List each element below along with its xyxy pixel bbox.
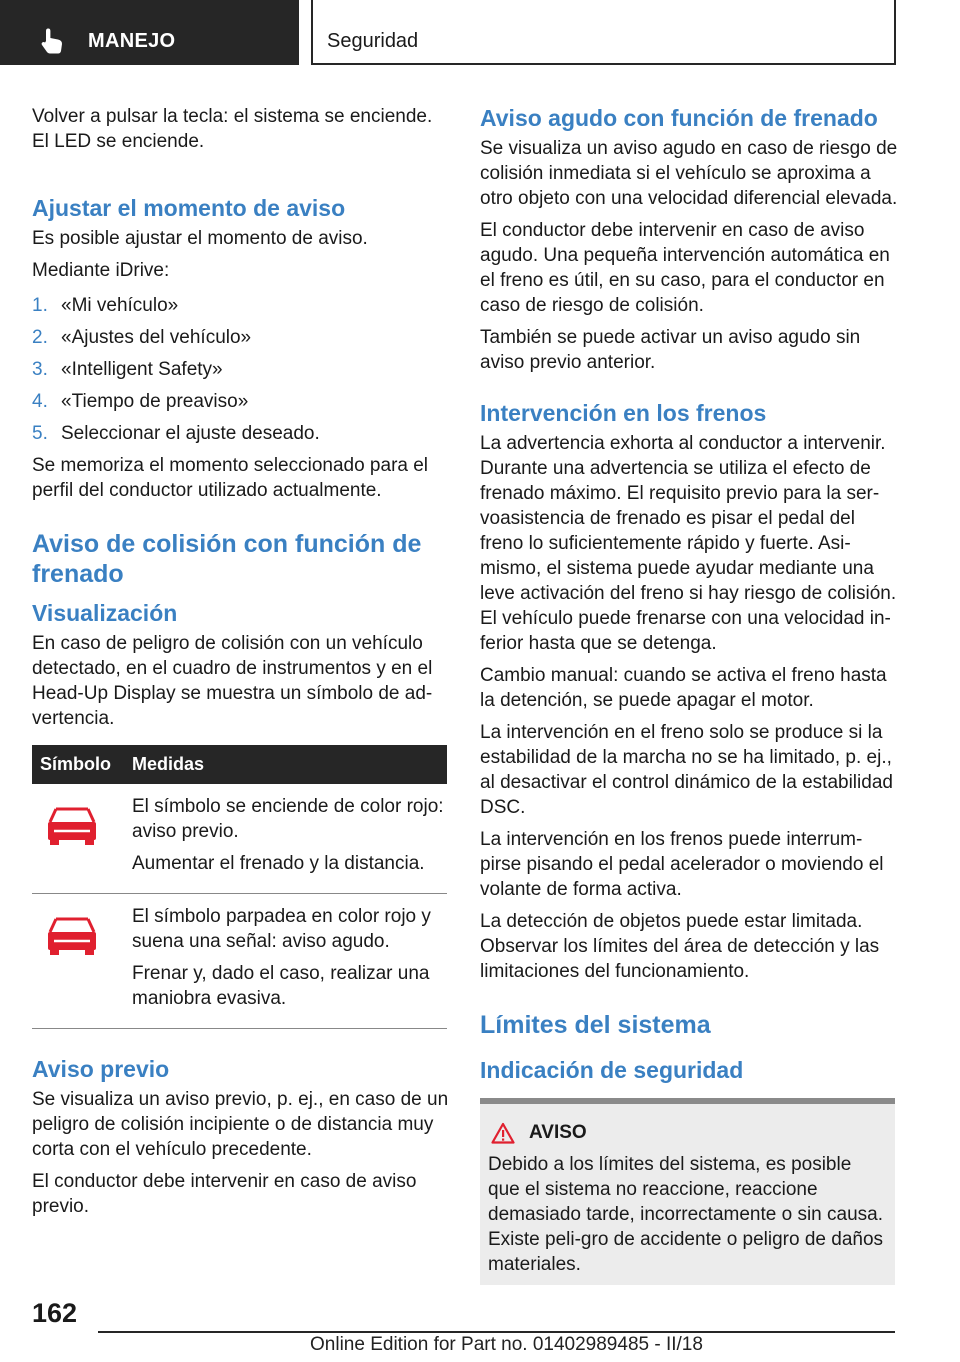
page-number: 162: [32, 1298, 78, 1328]
table-row: [32, 894, 447, 1029]
intro-line-1: Volver a pulsar la tecla: el sistema se enciende.: [32, 106, 433, 127]
symbol-table: [32, 745, 447, 1029]
paragraph-frenos-1: La advertencia exhorta al conductor a intervenir. Durante una advertencia se utiliza el efecto de frenado máximo. El requisito previo para la ser-voasistencia de frenado es pisar el pedal del freno lo suficientemente rápido y fuerte. Asi-mismo, el sistema puede ayudar mediante una leve activación del freno si hay riesgo de colisión. El vehículo puede frenarse con una velocidad in-ferior hasta que se detenga.: [480, 433, 897, 654]
list-item: [32, 293, 450, 318]
step-text: «Intelligent Safety»: [61, 359, 223, 380]
paragraph-previo-1: Se visualiza un aviso previo, p. ej., en caso de un peligro de colisión incipiente o de distancia muy corta con el vehículo precedente.: [32, 1089, 449, 1160]
paragraph-frenos-5: La detección de objetos puede estar limitada. Observar los límites del área de detección y las limitaciones del funcionamiento.: [480, 911, 880, 982]
list-item: [32, 325, 450, 350]
notice-title: AVISO: [529, 1122, 587, 1143]
heading-indicacion: Indicación de seguridad: [480, 1057, 744, 1083]
paragraph-memoriza: Se memoriza el momento seleccionado para el perfil del conductor utilizado actualmente.: [32, 455, 429, 501]
warning-notice: [480, 1098, 895, 1285]
section-tab: [311, 0, 896, 65]
hand-icon: [40, 27, 66, 55]
heading-visualizacion: Visualización: [32, 600, 178, 626]
paragraph-agudo-1: Se visualiza un aviso agudo en caso de riesgo de colisión inmediata si el vehículo se aproxima a otro objeto con una velocidad diferencial elevada.: [480, 138, 898, 209]
warning-triangle-icon: [491, 1122, 515, 1144]
col-header-medidas: Medidas: [124, 745, 447, 784]
medida-text: Frenar y, dado el caso, realizar una maniobra evasiva.: [132, 963, 430, 1009]
symbol-cell: [32, 784, 124, 894]
table-row: [32, 784, 447, 894]
list-item: [32, 389, 450, 414]
medida-text: El símbolo parpadea en color rojo y suena una señal: aviso agudo.: [132, 906, 431, 952]
step-text: «Tiempo de preaviso»: [61, 391, 249, 412]
step-text: Seleccionar el ajuste deseado.: [61, 423, 320, 444]
heading-agudo: Aviso agudo con función de frenado: [480, 105, 878, 131]
heading-ajustar: Ajustar el momento de aviso: [32, 195, 346, 221]
step-number: 5.: [32, 423, 48, 444]
medida-text: El símbolo se enciende de color rojo: aviso previo.: [132, 796, 444, 842]
col-header-symbol: Símbolo: [32, 745, 124, 784]
section-label: Seguridad: [327, 30, 419, 52]
medidas-cell: [124, 784, 447, 894]
step-number: 2.: [32, 327, 48, 348]
medida-text: Aumentar el frenado y la distancia.: [132, 853, 425, 874]
paragraph-mediante: Mediante iDrive:: [32, 260, 170, 281]
list-item: [32, 421, 450, 446]
footer-edition: Online Edition for Part no. 01402989485 - II/18: [310, 1334, 703, 1355]
medidas-cell: [124, 894, 447, 1029]
paragraph-agudo-3: También se puede activar un aviso agudo sin aviso previo anterior.: [480, 327, 861, 373]
car-warning-icon: [46, 916, 98, 956]
step-text: «Ajustes del vehículo»: [61, 327, 252, 348]
chapter-label: MANEJO: [88, 30, 176, 52]
step-number: 1.: [32, 295, 48, 316]
chapter-tab: [0, 0, 299, 65]
heading-colision: Aviso de colisión con función de frenado: [32, 530, 422, 588]
paragraph-agudo-2: El conductor debe intervenir en caso de aviso agudo. Una pequeña intervención automática en el freno es útil, en su caso, para el conductor en caso de riesgo de colisión.: [480, 220, 890, 316]
heading-previo: Aviso previo: [32, 1056, 170, 1082]
intro-line-2: El LED se enciende.: [32, 131, 205, 152]
heading-frenos: Intervención en los frenos: [480, 400, 767, 426]
paragraph-ajustar: Es posible ajustar el momento de aviso.: [32, 228, 368, 249]
paragraph-visualizacion: En caso de peligro de colisión con un vehículo detectado, en el cuadro de instrumentos y en el Head-Up Display se muestra un símbolo de ad-vertencia.: [32, 633, 433, 729]
table-header-row: [32, 745, 447, 784]
heading-limites: Límites del sistema: [480, 1011, 711, 1039]
step-number: 4.: [32, 391, 48, 412]
step-number: 3.: [32, 359, 48, 380]
list-item: [32, 357, 450, 382]
paragraph-frenos-4: La intervención en los frenos puede interrum-pirse pisando el pedal acelerador o moviendo el volante de forma activa.: [480, 829, 884, 900]
paragraph-frenos-3: La intervención en el freno solo se produce si la estabilidad de la marcha no se ha limitado, p. ej., al desactivar el control dinámico de la estabilidad DSC.: [480, 722, 893, 818]
page-header: [0, 0, 960, 66]
symbol-cell: [32, 894, 124, 1029]
notice-text: Debido a los límites del sistema, es posible que el sistema no reaccione, reaccione demasiado tarde, incorrectamente o sin causa. Existe peli-gro de accidente o peligro de daños materiales.: [488, 1154, 884, 1275]
paragraph-previo-2: El conductor debe intervenir en caso de aviso previo.: [32, 1171, 417, 1217]
idrive-steps: [32, 293, 450, 446]
notice-header: [488, 1122, 887, 1144]
left-column: [32, 104, 450, 1226]
paragraph-frenos-2: Cambio manual: cuando se activa el freno hasta la detención, se puede apagar el motor.: [480, 665, 887, 711]
step-text: «Mi vehículo»: [61, 295, 179, 316]
right-column: [480, 104, 898, 1285]
car-warning-icon: [46, 806, 98, 846]
footer-divider: [98, 1331, 895, 1333]
